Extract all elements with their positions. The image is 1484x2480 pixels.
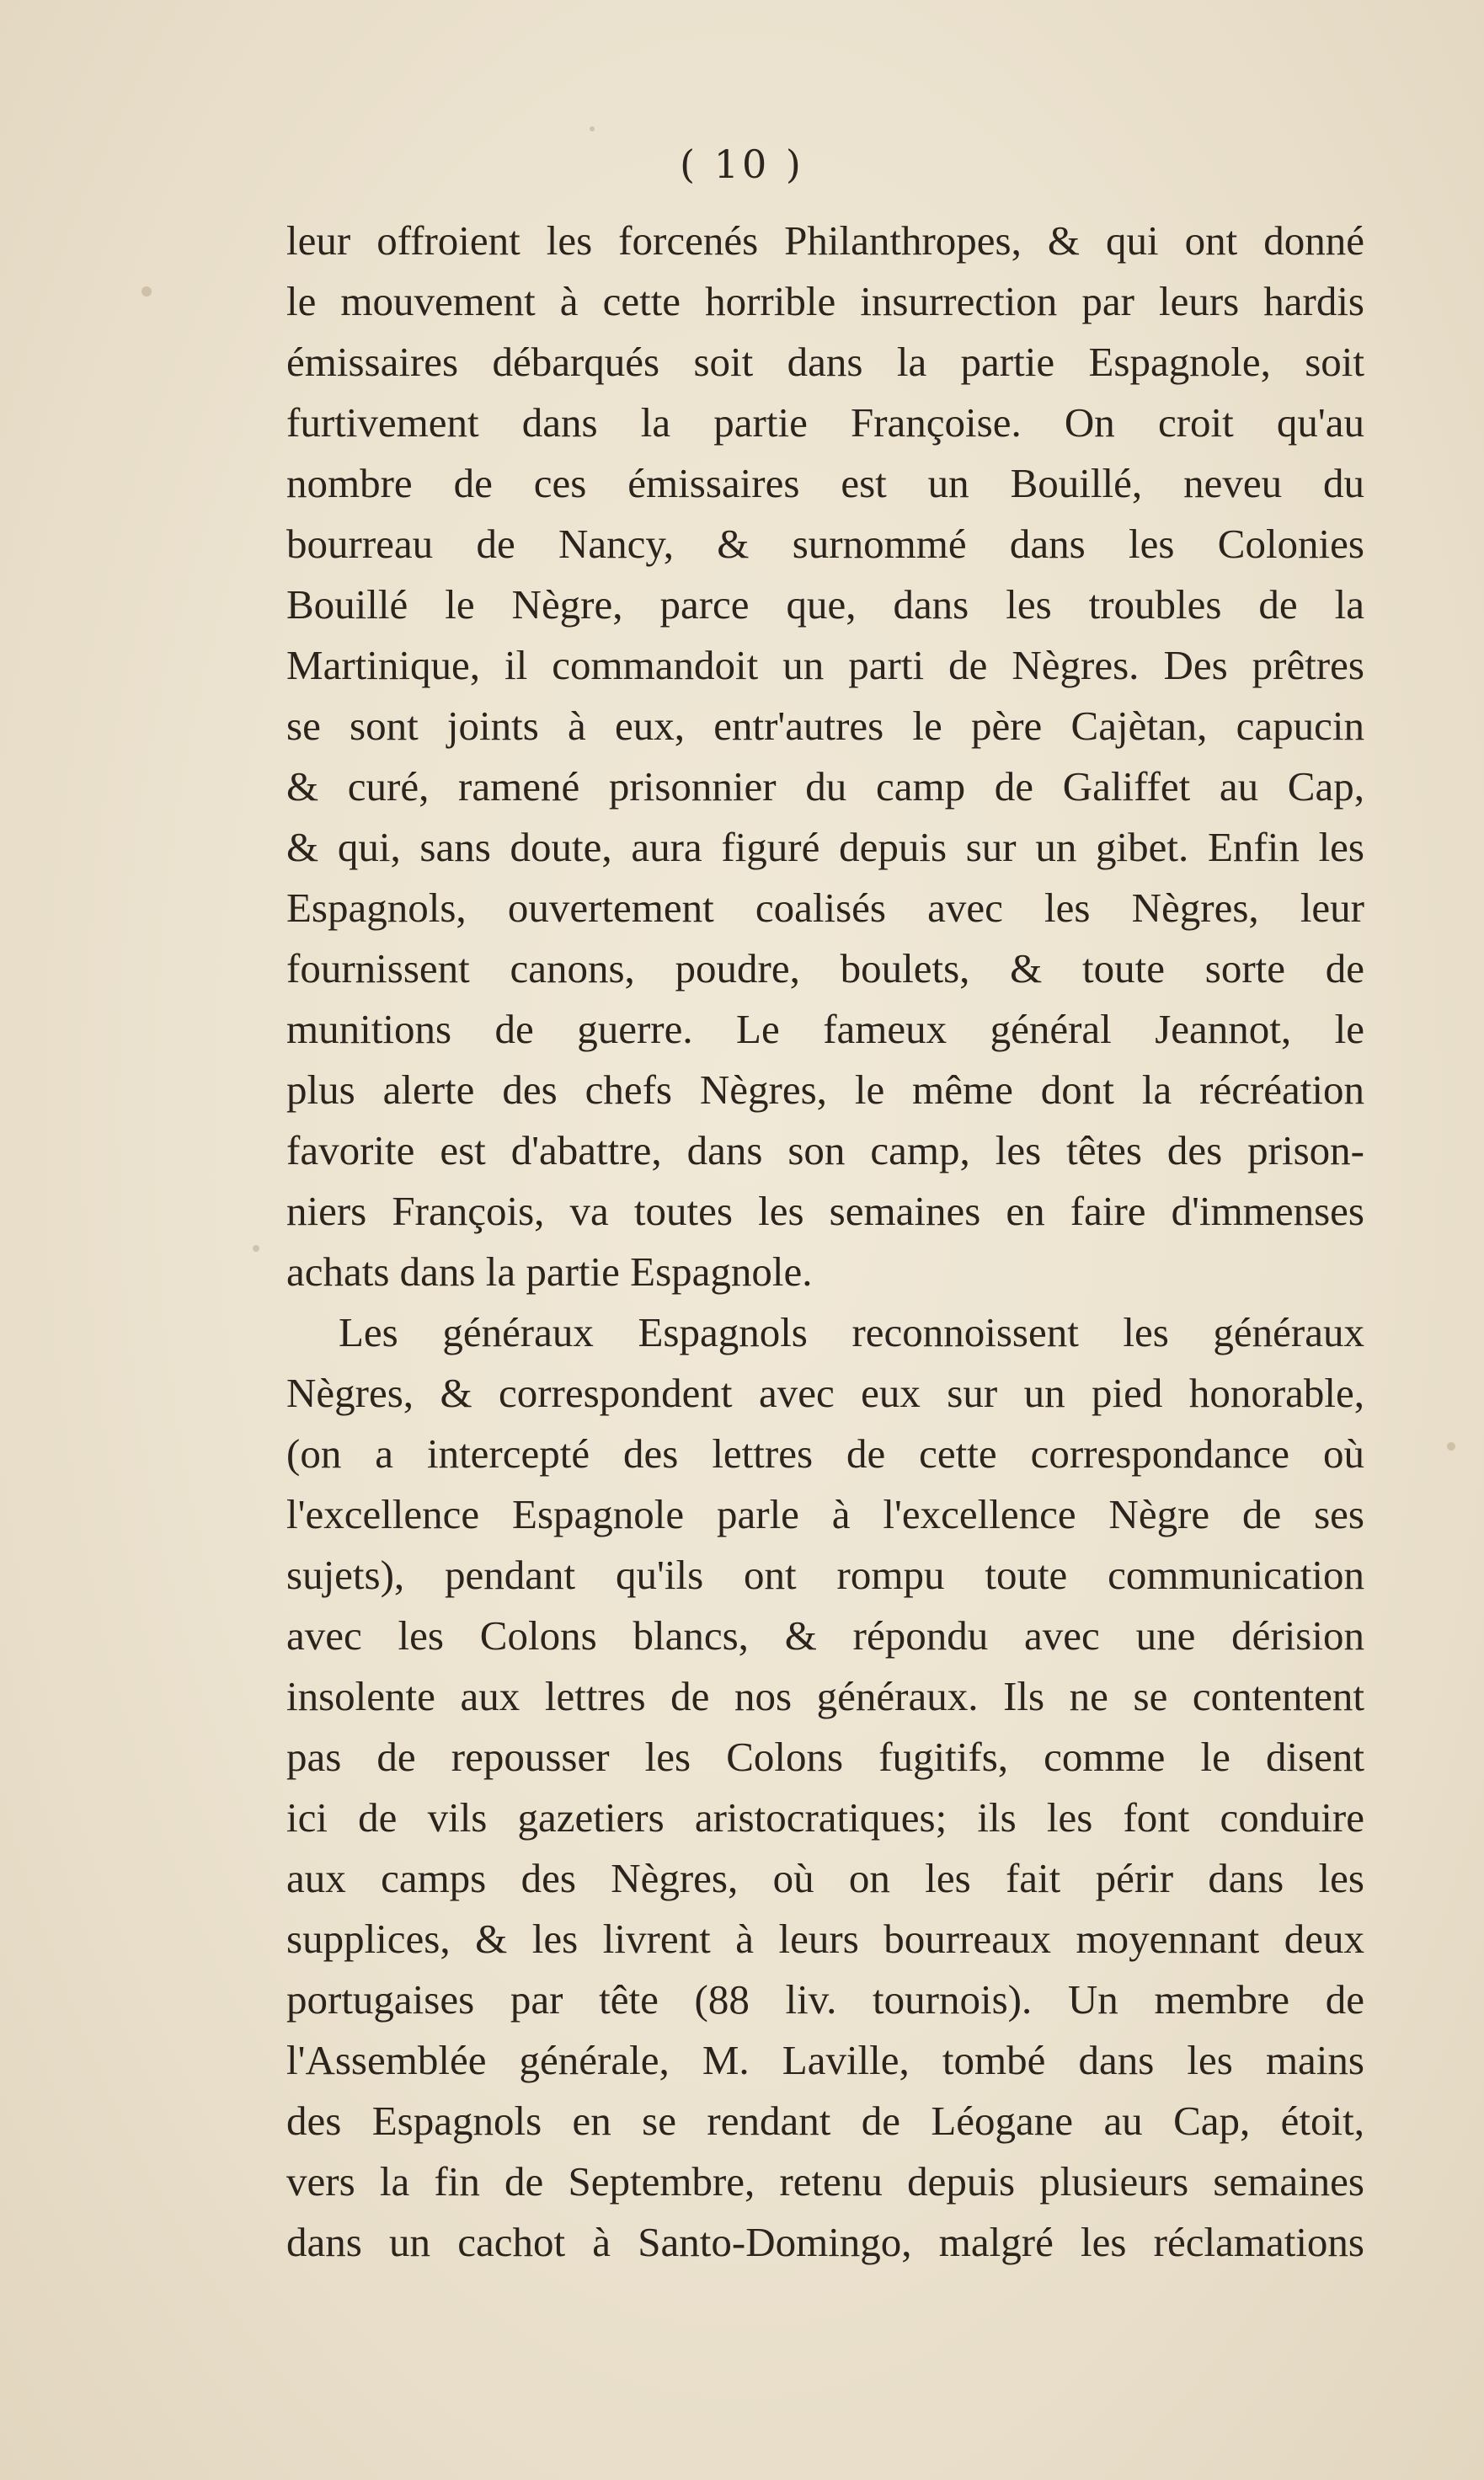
text-line: pas de repousser les Colons fugitifs, comme le disent: [286, 1734, 1364, 1780]
text-line: des Espagnols en se rendant de Léogane au Cap, étoit,: [286, 2098, 1364, 2144]
text-line: Bouillé le Nègre, parce que, dans les troubles de la: [286, 581, 1364, 628]
text-line: dans un cachot à Santo-Domingo, malgré les réclamations: [286, 2219, 1364, 2265]
text-line: l'Assemblée générale, M. Laville, tombé dans les mains: [286, 2037, 1364, 2083]
text-line: portugaises par tête (88 liv. tournois). Un membre de: [286, 1976, 1364, 2023]
text-line: le mouvement à cette horrible insurrection par leurs hardis: [286, 278, 1364, 324]
paragraph-start-line: Les généraux Espagnols reconnoissent les généraux: [339, 1309, 1364, 1355]
text-line: munitions de guerre. Le fameux général Jeannot, le: [286, 1006, 1364, 1052]
text-line: & qui, sans doute, aura figuré depuis sur un gibet. Enfin les: [286, 824, 1364, 870]
text-line: furtivement dans la partie Françoise. On croit qu'au: [286, 399, 1364, 446]
text-line: (on a intercepté des lettres de cette correspondance où: [286, 1430, 1364, 1477]
paper-speck: [253, 1245, 259, 1252]
text-line: Espagnols, ouvertement coalisés avec les Nègres, leur: [286, 885, 1364, 931]
body-text: [286, 211, 1364, 2273]
paper-speck: [1447, 1442, 1455, 1451]
text-line: émissaires débarqués soit dans la partie Espagnole, soit: [286, 339, 1364, 385]
text-line: Martinique, il commandoit un parti de Nègres. Des prêtres: [286, 642, 1364, 688]
text-line: ici de vils gazetiers aristocratiques; ils les font conduire: [286, 1794, 1364, 1841]
text-line: supplices, & les livrent à leurs bourreaux moyennant deux: [286, 1916, 1364, 1962]
text-line: favorite est d'abattre, dans son camp, les têtes des prison-: [286, 1127, 1364, 1173]
text-line: Nègres, & correspondent avec eux sur un pied honorable,: [286, 1370, 1364, 1416]
text-line: vers la fin de Septembre, retenu depuis plusieurs semaines: [286, 2158, 1364, 2205]
text-line: se sont joints à eux, entr'autres le père Cajètan, capucin: [286, 703, 1364, 749]
page-number: ( 10 ): [680, 142, 804, 187]
text-line: achats dans la partie Espagnole.: [286, 1248, 813, 1295]
paper-speck: [141, 286, 152, 297]
text-line: nombre de ces émissaires est un Bouillé, neveu du: [286, 460, 1364, 506]
text-line: niers François, va toutes les semaines en faire d'immenses: [286, 1188, 1364, 1234]
text-line: & curé, ramené prisonnier du camp de Galiffet au Cap,: [286, 763, 1364, 810]
text-line: avec les Colons blancs, & répondu avec une dérision: [286, 1612, 1364, 1659]
text-line: fournissent canons, poudre, boulets, & toute sorte de: [286, 945, 1364, 991]
text-line: leur offroient les forcenés Philanthropes, & qui ont donné: [286, 217, 1364, 264]
text-line: bourreau de Nancy, & surnommé dans les Colonies: [286, 521, 1364, 567]
text-line: sujets), pendant qu'ils ont rompu toute communication: [286, 1552, 1364, 1598]
text-line: l'excellence Espagnole parle à l'excellence Nègre de ses: [286, 1491, 1364, 1537]
text-line: aux camps des Nègres, où on les fait périr dans les: [286, 1855, 1364, 1901]
paper-speck: [590, 126, 595, 131]
text-line: plus alerte des chefs Nègres, le même dont la récréation: [286, 1066, 1364, 1113]
text-line: insolente aux lettres de nos généraux. Ils ne se contentent: [286, 1673, 1364, 1719]
